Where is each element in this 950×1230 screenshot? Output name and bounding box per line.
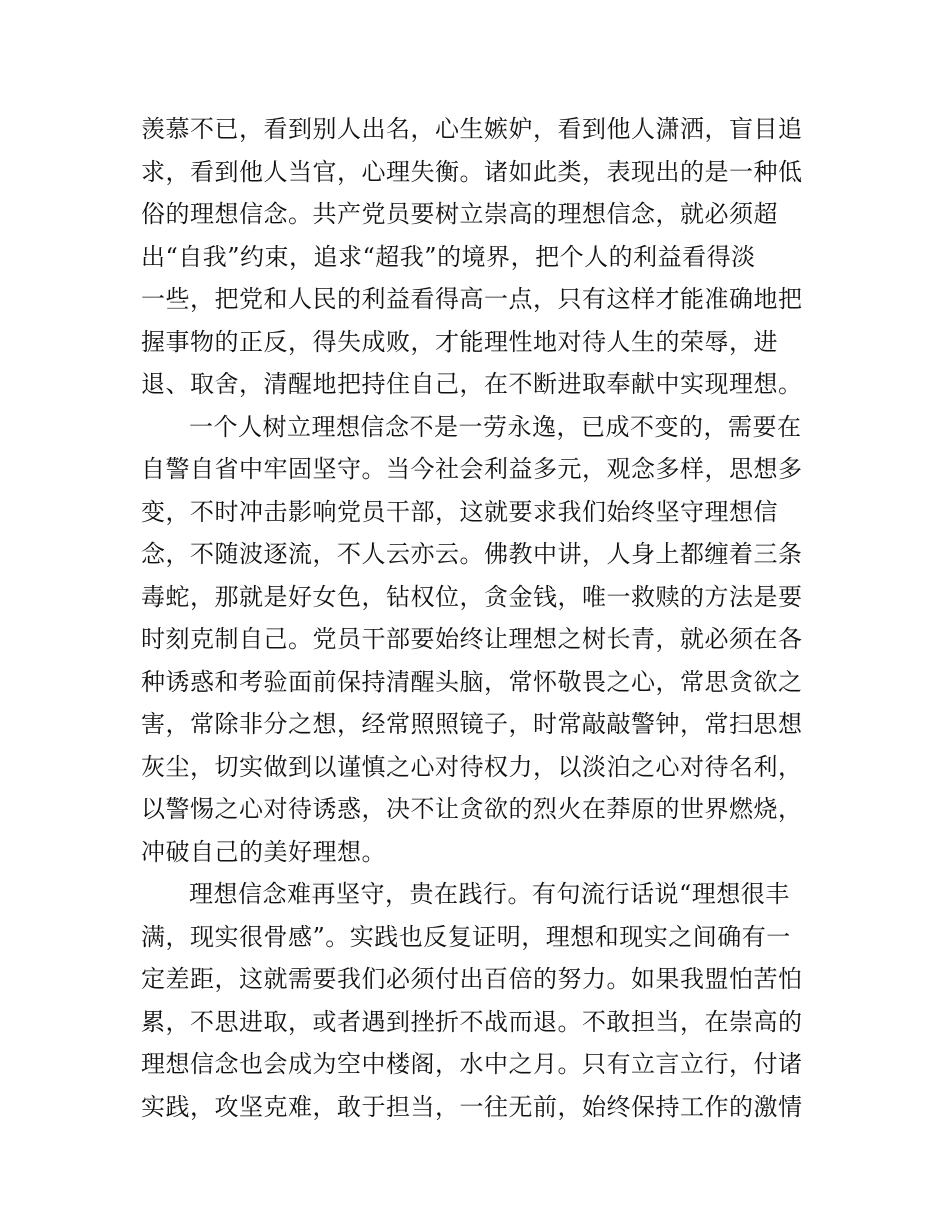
text-line: 实践，攻坚克难，敢于担当，一往无前，始终保持工作的激情: [141, 1092, 803, 1121]
text-line: 念，不随波逐流，不人云亦云。佛教中讲，人身上都缠着三条: [141, 540, 803, 568]
text-line: 变，不时冲击影响党员干部，这就要求我们始终坚守理想信: [141, 497, 778, 526]
text-line: 累，不思进取，或者遇到挫折不战而退。不敢担当，在崇高的: [141, 1007, 803, 1036]
text-line: 一些，把党和人民的利益看得高一点，只有这样才能准确地把: [141, 285, 803, 313]
text-line: 灰尘，切实做到以谨慎之心对待权力，以淡泊之心对待名利，: [141, 752, 803, 781]
text-line: 以警惕之心对待诱惑，决不让贪欲的烈火在莽原的世界燃烧，: [141, 795, 803, 823]
text-line: 求，看到他人当官，心理失衡。诸如此类，表现出的是一种低: [141, 157, 803, 186]
body-text: [141, 108, 821, 1128]
text-line: 满，现实很骨感”。实践也反复证明，理想和现实之间确有一: [141, 922, 791, 951]
text-line: 羡慕不已，看到别人出名，心生嫉妒，看到他人潇洒，盲目追: [141, 115, 803, 143]
text-line: 俗的理想信念。共产党员要树立崇高的理想信念，就必须超: [141, 200, 778, 228]
text-line: 出“自我”约束，追求“超我”的境界，把个人的利益看得淡: [141, 242, 756, 271]
paragraph-start-line: 理想信念难再坚守，贵在践行。有句流行话说“理想很丰: [189, 880, 790, 908]
paragraph-start-line: 一个人树立理想信念不是一劳永逸，已成不变的，需要在: [189, 412, 802, 441]
text-line: 害，常除非分之想，经常照照镜子，时常敲敲警钟，常扫思想: [141, 710, 803, 738]
text-line: 毒蛇，那就是好女色，钻权位，贪金钱，唯一救赎的方法是要: [141, 582, 803, 611]
text-line: 退、取舍，清醒地把持住自己，在不断进取奉献中实现理想。: [141, 370, 803, 398]
text-line: 理想信念也会成为空中楼阁，水中之月。只有立言立行，付诸: [141, 1050, 803, 1078]
text-line: 种诱惑和考验面前保持清醒头脑，常怀敬畏之心，常思贪欲之: [141, 667, 803, 696]
text-line: 时刻克制自己。党员干部要始终让理想之树长青，就必须在各: [141, 625, 803, 653]
text-line: 自警自省中牢固坚守。当今社会利益多元，观念多样，思想多: [141, 455, 803, 483]
text-line: 定差距，这就需要我们必须付出百倍的努力。如果我盟怕苦怕: [141, 965, 803, 993]
text-line: 冲破自己的美好理想。: [141, 837, 386, 866]
text-line: 握事物的正反，得失成败，才能理性地对待人生的荣辱，进: [141, 327, 778, 356]
